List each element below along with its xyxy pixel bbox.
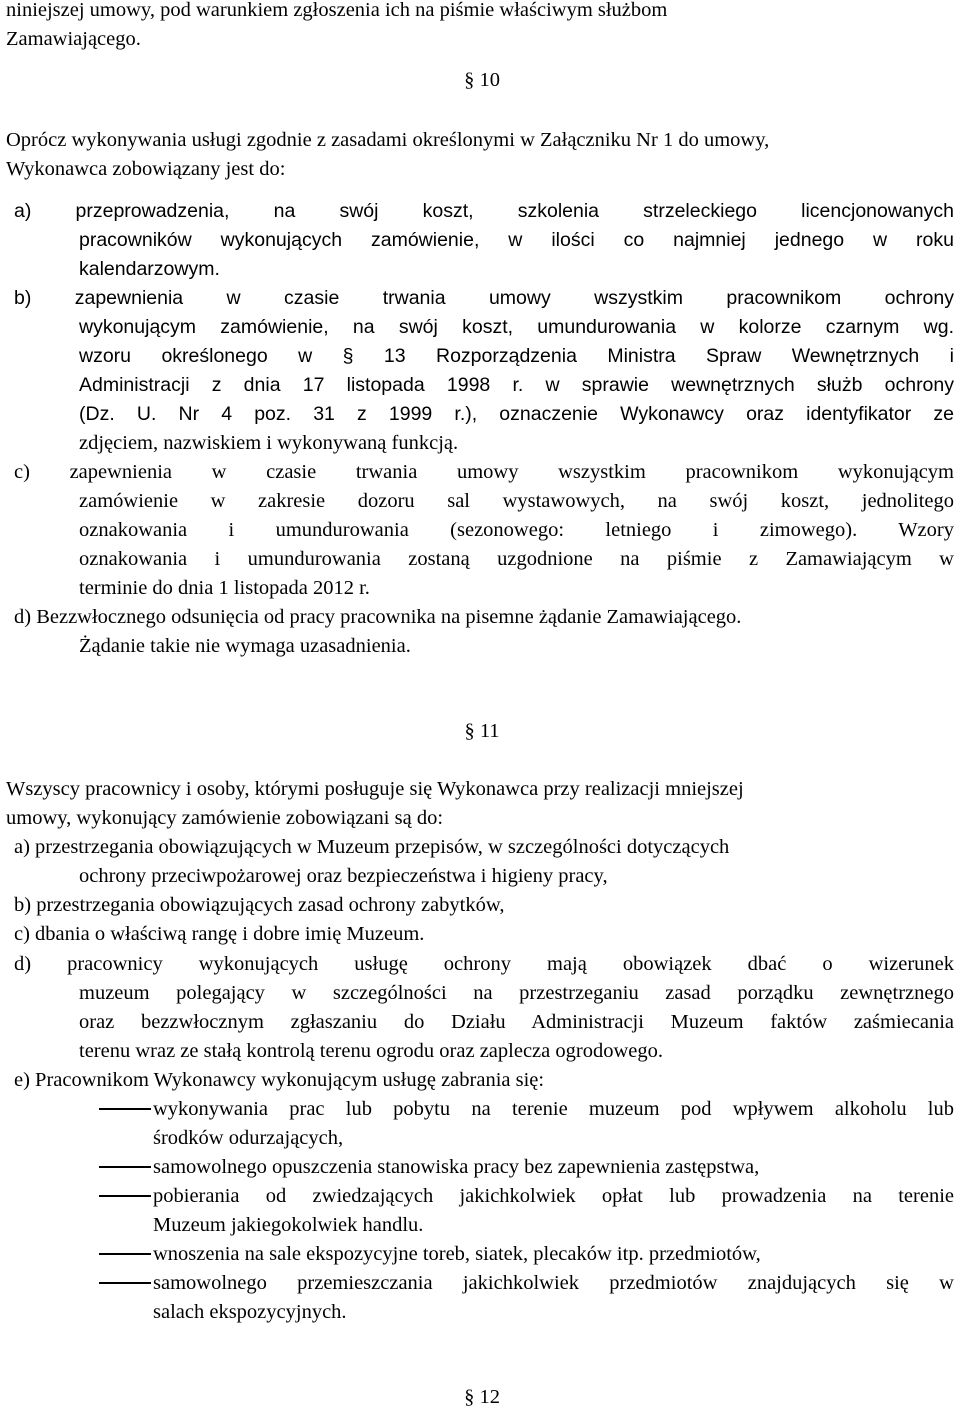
list-item-d: d) pracownicy wykonujących usługę ochrony mają obowiązek dbać o wizerunek xyxy=(14,953,954,975)
list-item-a-cont: kalendarzowym. xyxy=(79,258,220,280)
dash-item: samowolnego przemieszczania jakichkolwiek przedmiotów znajdujących się w xyxy=(153,1272,954,1294)
section-heading-12: § 12 xyxy=(464,1386,500,1408)
list-item-b: b) zapewnienia w czasie trwania umowy wszystkim pracownikom ochrony xyxy=(14,287,954,309)
list-item-b-cont: (Dz. U. Nr 4 poz. 31 z 1999 r.), oznaczenie Wykonawcy oraz identyfikator ze xyxy=(79,403,954,425)
list-item-d-cont: Żądanie takie nie wymaga uzasadnienia. xyxy=(79,635,411,657)
list-item-d-cont: terenu wraz ze stałą kontrolą terenu ogrodu oraz zaplecza ogrodowego. xyxy=(79,1040,663,1062)
section-heading-10: § 10 xyxy=(464,69,500,91)
list-item-a-cont: pracowników wykonujących zamówienie, w ilości co najmniej jednego w roku xyxy=(79,229,954,251)
list-item-a: a) przestrzegania obowiązujących w Muzeum przepisów, w szczególności dotyczących xyxy=(14,836,730,858)
list-item-c-cont: zamówienie w zakresie dozoru sal wystawowych, na swój koszt, jednolitego xyxy=(79,490,954,512)
dash-bullet xyxy=(99,1195,151,1197)
section-heading-11: § 11 xyxy=(464,720,500,742)
text-line: Wszyscy pracownicy i osoby, którymi posługuje się Wykonawca przy realizacji mniejszej xyxy=(6,778,744,800)
text-line: niniejszej umowy, pod warunkiem zgłoszenia ich na piśmie właściwym służbom xyxy=(6,0,668,21)
dash-bullet xyxy=(99,1166,151,1168)
list-item-b-cont: zdjęciem, nazwiskiem i wykonywaną funkcją. xyxy=(79,432,459,454)
text-line: Zamawiającego. xyxy=(6,28,141,50)
dash-item: samowolnego opuszczenia stanowiska pracy bez zapewnienia zastępstwa, xyxy=(153,1156,760,1178)
dash-item: pobierania od zwiedzających jakichkolwiek opłat lub prowadzenia na terenie xyxy=(153,1185,954,1207)
text-line: Oprócz wykonywania usługi zgodnie z zasadami określonymi w Załączniku Nr 1 do umowy, xyxy=(6,129,770,151)
text-line: Wykonawca zobowiązany jest do: xyxy=(6,158,286,180)
list-item-c-cont: terminie do dnia 1 listopada 2012 r. xyxy=(79,577,370,599)
dash-item-cont: salach ekspozycyjnych. xyxy=(153,1301,347,1323)
list-item-b-cont: wykonującym zamówienie, na swój koszt, umundurowania w kolorze czarnym wg. xyxy=(79,316,954,338)
list-item-c-cont: oznakowania i umundurowania zostaną uzgodnione na piśmie z Zamawiającym w xyxy=(79,548,954,570)
dash-item-cont: środków odurzających, xyxy=(153,1127,344,1149)
list-item-c: c) dbania o właściwą rangę i dobre imię Muzeum. xyxy=(14,923,425,945)
list-item-d-cont: oraz bezzwłocznym zgłaszaniu do Działu Administracji Muzeum faktów zaśmiecania xyxy=(79,1011,954,1033)
list-item-b: b) przestrzegania obowiązujących zasad ochrony zabytków, xyxy=(14,894,505,916)
list-item-d: d) Bezzwłocznego odsunięcia od pracy pracownika na pisemne żądanie Zamawiającego. xyxy=(14,606,742,628)
dash-bullet xyxy=(99,1108,151,1110)
text-line: umowy, wykonujący zamówienie zobowiązani są do: xyxy=(6,807,444,829)
list-item-c: c) zapewnienia w czasie trwania umowy wszystkim pracownikom wykonującym xyxy=(14,461,954,483)
dash-item: wykonywania prac lub pobytu na terenie muzeum pod wpływem alkoholu lub xyxy=(153,1098,954,1120)
list-item-b-cont: wzoru określonego w § 13 Rozporządzenia Ministra Spraw Wewnętrznych i xyxy=(79,345,954,367)
list-item-d-cont: muzeum polegający w szczególności na przestrzeganiu zasad porządku zewnętrznego xyxy=(79,982,954,1004)
list-item-a-cont: ochrony przeciwpożarowej oraz bezpieczeństwa i higieny pracy, xyxy=(79,865,608,887)
list-item-e: e) Pracownikom Wykonawcy wykonującym usługę zabrania się: xyxy=(14,1069,545,1091)
list-item-c-cont: oznakowania i umundurowania (sezonowego: letniego i zimowego). Wzory xyxy=(79,519,954,541)
dash-bullet xyxy=(99,1282,151,1284)
list-item-b-cont: Administracji z dnia 17 listopada 1998 r. w sprawie wewnętrznych służb ochrony xyxy=(79,374,954,396)
dash-item-cont: Muzeum jakiegokolwiek handlu. xyxy=(153,1214,424,1236)
dash-bullet xyxy=(99,1253,151,1255)
dash-item: wnoszenia na sale ekspozycyjne toreb, siatek, plecaków itp. przedmiotów, xyxy=(153,1243,761,1265)
list-item-a: a) przeprowadzenia, na swój koszt, szkolenia strzeleckiego licencjonowanych xyxy=(14,200,954,222)
